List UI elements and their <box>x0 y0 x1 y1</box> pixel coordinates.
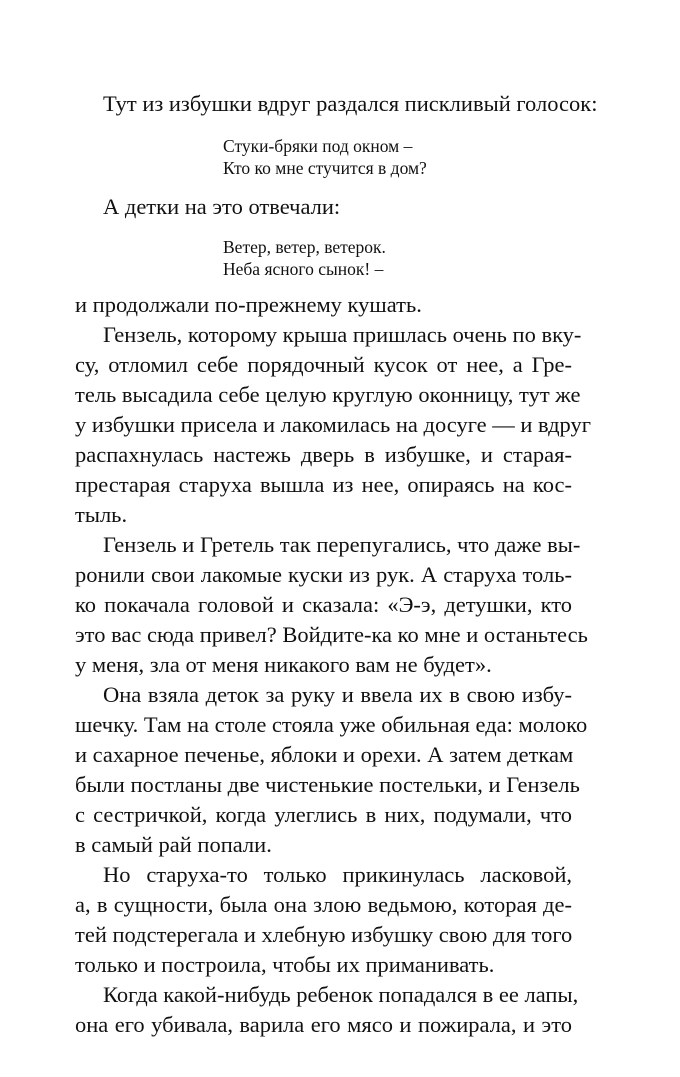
text-line: с сестричкой, когда улеглись в них, подумали, что <box>75 802 572 827</box>
text-line: тель высадила себе целую круглую оконницу, тут же <box>75 382 581 407</box>
poem-line: Ветер, ветер, ветерок. <box>223 237 386 257</box>
text-line: и сахарное печенье, яблоки и орехи. А затем деткам <box>75 742 574 767</box>
text-line: Когда какой-нибудь ребенок попадался в ее лапы, <box>103 982 579 1007</box>
text-line: распахнулась настежь дверь в избушке, и старая- <box>75 442 572 467</box>
text-line: Но старуха-то только прикинулась ласковой, <box>103 862 572 887</box>
continuation-line: и продолжали по-прежнему кушать. <box>75 292 422 317</box>
poem-line: Стуки-бряки под окном – <box>223 136 413 156</box>
text-line: шечку. Там на столе стояла уже обильная еда: молоко <box>75 712 588 737</box>
text-line: су, отломил себе порядочный кусок от нее, а Гре- <box>75 352 572 377</box>
text-line: у меня, зла от меня никакого вам не будет». <box>75 652 492 677</box>
text-line: ронили свои лакомые куски из рук. А старуха толь- <box>75 562 572 587</box>
poem-line: Кто ко мне стучится в дом? <box>223 158 427 178</box>
text-line: Гензель, которому крыша пришлась очень по вку- <box>103 322 582 347</box>
text-line: а, в сущности, была она злою ведьмою, которая де- <box>75 892 572 917</box>
poem-line: Неба ясного сынок! – <box>223 259 384 279</box>
text-line: тыль. <box>75 502 128 527</box>
text-line: в самый рай попали. <box>75 832 272 857</box>
text-line: тей подстерегала и хлебную избушку свою для того <box>75 922 573 947</box>
text-line: Гензель и Гретель так перепугались, что даже вы- <box>103 532 581 557</box>
text-line: были постланы две чистенькие постельки, и Гензель <box>75 772 580 797</box>
intro-line: Тут из избушки вдруг раздался пискливый голосок: <box>103 91 598 116</box>
text-line: только и построила, чтобы их приманивать. <box>75 952 495 977</box>
text-line: у избушки присела и лакомилась на досуге — и вдруг <box>75 412 591 437</box>
reply-line: А детки на это отвечали: <box>103 194 341 219</box>
text-line: она его убивала, варила его мясо и пожирала, и это <box>75 1012 572 1037</box>
text-line: ко покачала головой и сказала: «Э-э, детушки, кто <box>75 592 572 617</box>
text-line: престарая старуха вышла из нее, опираясь на кос- <box>75 472 572 497</box>
text-line: Она взяла деток за руку и ввела их в свою избу- <box>103 682 572 707</box>
text-line: это вас сюда привел? Войдите-ка ко мне и останьтесь <box>75 622 588 647</box>
